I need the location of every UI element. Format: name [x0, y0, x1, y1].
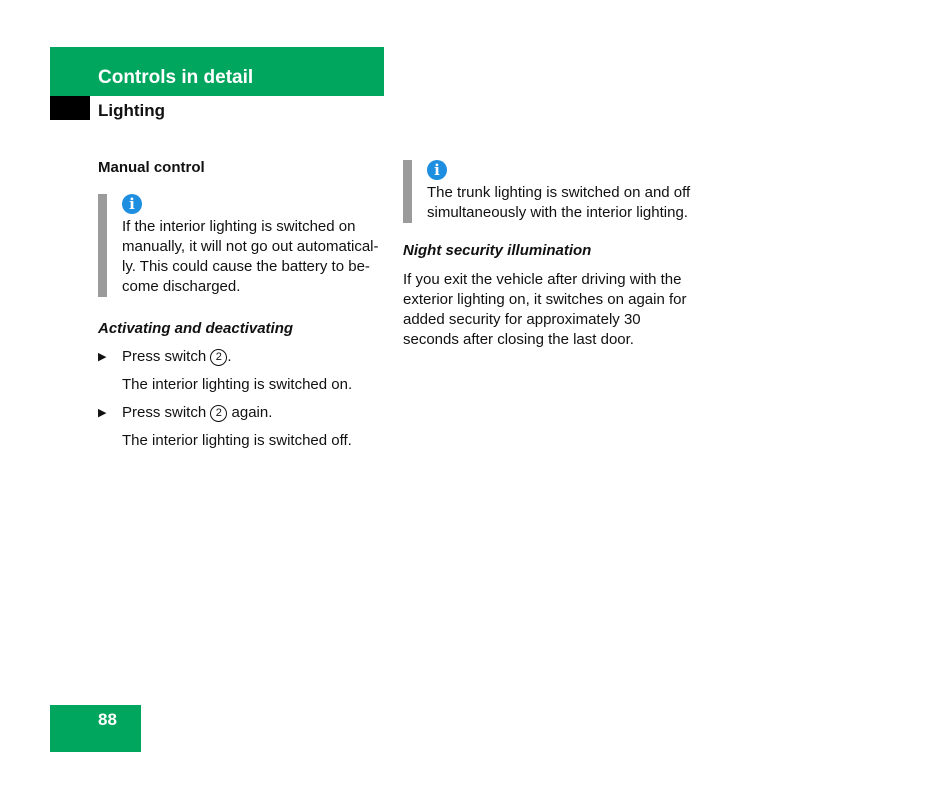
switch-2-marker: 2: [210, 405, 227, 422]
subsection-title: Lighting: [98, 101, 166, 120]
page-number-box: [50, 705, 141, 752]
step-2-text-before: Press switch: [122, 404, 211, 421]
step-2-text-after: again.: [227, 404, 273, 421]
info-note: [403, 160, 695, 223]
page-number: 88: [98, 710, 117, 729]
step-2: [98, 403, 390, 423]
left-column: [98, 158, 390, 451]
step-arrow-icon: ▶: [98, 351, 107, 363]
info-note-text: If the interior lighting is switched on manually, it will not go out automatical-ly. This could cause the battery to be-come discharged.: [122, 218, 379, 295]
step-arrow-icon: ▶: [98, 407, 107, 419]
info-note: [98, 194, 390, 297]
info-note-text: The trunk lighting is switched on and off simultaneously with the interior lighting.: [427, 184, 691, 221]
step-1-result: The interior lighting is switched on.: [122, 376, 353, 393]
info-icon: i: [122, 194, 142, 214]
step-2-result: The interior lighting is switched off.: [122, 432, 352, 449]
section-header: [50, 47, 384, 96]
manual-control-heading: Manual control: [98, 159, 205, 176]
info-icon: i: [427, 160, 447, 180]
section-title: Controls in detail: [98, 67, 254, 88]
info-note-bar: [403, 160, 412, 223]
night-security-paragraph: If you exit the vehicle after driving with the exterior lighting on, it switches on again for added security for approximately 30 seconds after closing the last door.: [403, 271, 687, 348]
right-column: [403, 160, 695, 350]
info-note-bar: [98, 194, 107, 297]
subsection-marker: [50, 96, 90, 120]
activating-heading: Activating and deactivating: [98, 320, 294, 337]
night-security-heading: Night security illumination: [403, 242, 592, 259]
step-1-text-after: .: [227, 348, 232, 365]
switch-2-marker: 2: [210, 349, 227, 366]
step-1-text-before: Press switch: [122, 348, 211, 365]
step-1: [98, 347, 390, 367]
